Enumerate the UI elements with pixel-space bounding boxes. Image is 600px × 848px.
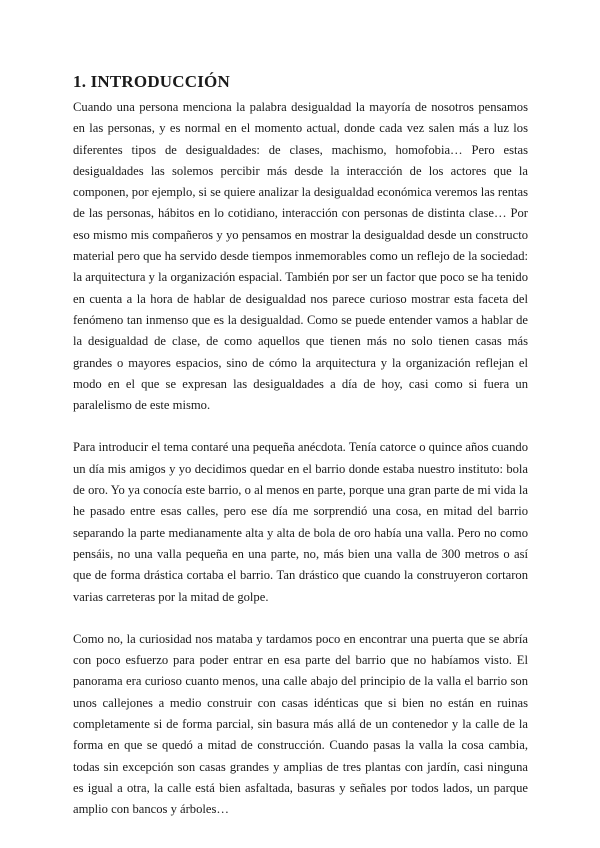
paragraph-exploration: Como no, la curiosidad nos mataba y tardamos poco en encontrar una puerta que se abría con poco esfuerzo para poder entrar en esa parte del barrio que no habíamos visto. El panorama era curioso cuanto menos, una calle abajo del principio de la valla el barrio son unos callejones a medio construir con casas idénticas que si bien no están en ruinas completamente si de forma parcial, sin basura más allá de un contenedor y la calle de la forma en que se quedó a mitad de construcción. Cuando pasas la valla la cosa cambia, todas sin excepción son casas grandes y amplias de tres plantas con jardín, casi ninguna es igual a otra, la calle está bien asfaltada, basuras y señales por todos lados, un parque amplio con bancos y árboles…	[73, 631, 528, 817]
paragraph-intro: Cuando una persona menciona la palabra desigualdad la mayoría de nosotros pensamos en las personas, y es normal en el momento actual, donde cada vez salen más a luz los diferentes tipos de desigualdades: de clases, machismo, homofobia… Pero estas desigualdades las solemos percibir más desde la interacción de los actores que la componen, por ejemplo, si se quiere analizar la desigualdad económica veremos las rentas de las personas, hábitos en lo cotidiano, interacción con personas de distinta clase… Por eso mismo mis compañeros y yo pensamos en mostrar la desigualdad desde un constructo material pero que ha servido desde tiempos inmemorables como un reflejo de la sociedad: la arquitectura y la organización espacial. También por ser un factor que poco se ha tenido en cuenta a la hora de hablar de desigualdad nos parece curioso mostrar esta faceta del fenómeno tan inmenso que es la desigualdad. Como se puede entender vamos a hablar de la desigualdad de clase, de como aquellos que tienen más no solo tienen casas más grandes o mayores espacios, sino de cómo la arquitectura y la organización reflejan el modo en el que se expresan las desigualdades a día de hoy, casi como si fuera un paralelismo de este mismo.	[73, 100, 528, 413]
document-body	[73, 70, 528, 821]
paragraph-anecdote: Para introducir el tema contaré una pequeña anécdota. Tenía catorce o quince años cuando un día mis amigos y yo decidimos quedar en el barrio donde estaba nuestro instituto: bola de oro. Yo ya conocía este barrio, o al menos en parte, porque una gran parte de mi vida la he pasado entre esas calles, pero ese día me sorprendió una cosa, en mitad del barrio separando la parte medianamente alta y alta de bola de oro había una valla. Pero no como pensáis, no una valla pequeña en una parte, no, más bien una valla de 300 metros o así que de forma drástica cortaba el barrio. Tan drástico que cuando la construyeron cortaron varias carreteras por la mitad de golpe.	[73, 440, 528, 604]
section-heading: 1. INTRODUCCIÓN	[73, 72, 230, 91]
